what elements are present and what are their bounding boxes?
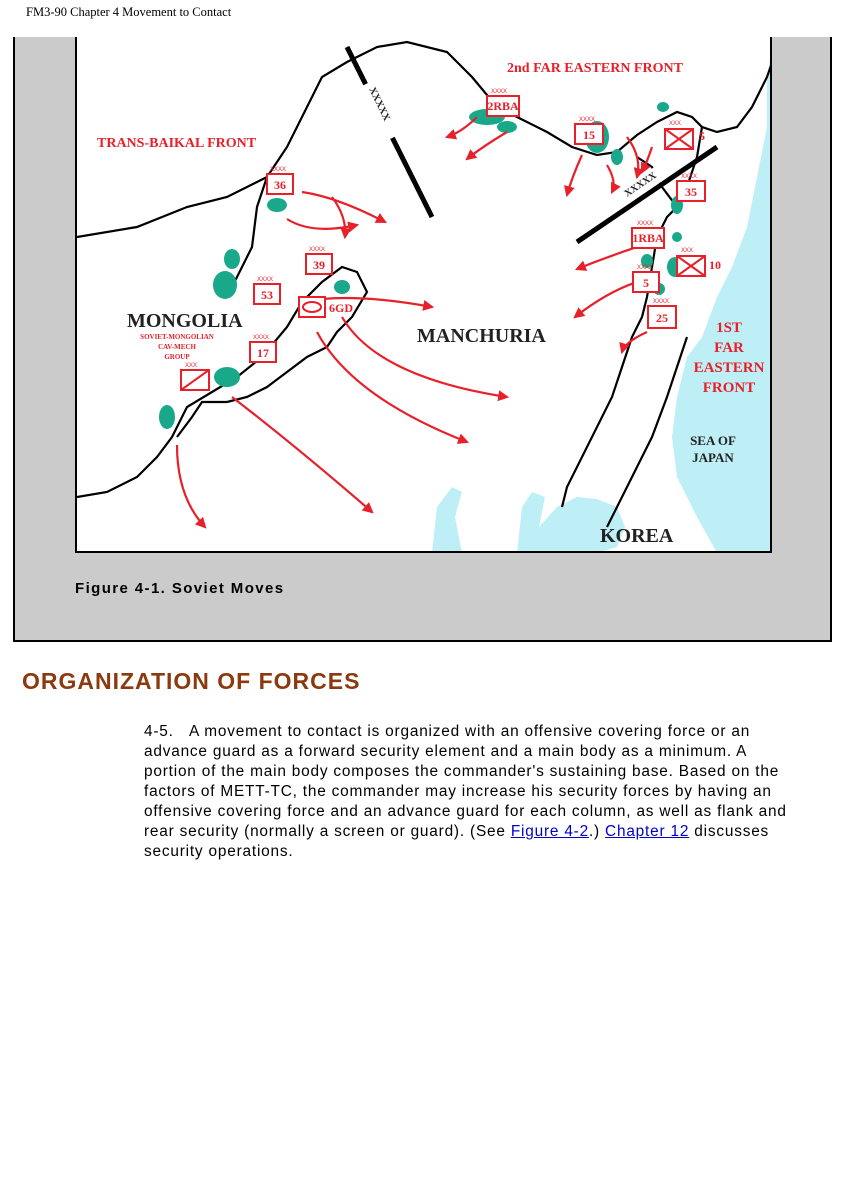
first-far-eastern-label-4: FRONT — [702, 380, 756, 396]
running-header: FM3-90 Chapter 4 Movement to Contact — [26, 5, 232, 19]
unit-5-army — [633, 265, 659, 292]
unit-label: 36 — [274, 178, 286, 192]
unit-label: 17 — [257, 346, 269, 360]
terrain-patches — [159, 102, 693, 429]
echelon-marker: XXXX — [309, 247, 326, 253]
figure-panel — [13, 37, 832, 642]
sea-label-1: SEA OF — [690, 433, 736, 448]
unit-10-corps — [677, 248, 721, 276]
echelon-marker: XXXX — [579, 117, 596, 123]
echelon-marker: XXXX — [491, 89, 508, 95]
echelon-marker: XXXX — [653, 299, 670, 305]
soviet-moves-map — [75, 37, 772, 553]
cav-mech-label-1: SOVIET-MONGOLIAN — [140, 333, 214, 341]
echelon-marker: XXX — [681, 248, 694, 254]
para-text-connector: .) — [588, 823, 606, 840]
echelon-marker: XXX — [669, 121, 682, 127]
border-lines — [77, 42, 772, 527]
front-boundaries — [347, 47, 717, 242]
unit-label: 39 — [313, 258, 325, 272]
unit-label: 5 — [643, 276, 649, 290]
cav-mech-label-3: GROUP — [164, 353, 190, 361]
unit-53 — [254, 277, 280, 304]
unit-35 — [677, 174, 705, 201]
unit-label: 10 — [709, 258, 721, 272]
unit-label: 2RBA — [487, 99, 519, 113]
para-number: 4-5. — [144, 723, 174, 740]
unit-17 — [250, 335, 276, 362]
para-text-end: discusses security operations. — [144, 823, 770, 860]
boundary-label-west: XXXXX — [366, 85, 393, 123]
unit-label: 25 — [656, 311, 668, 325]
unit-1rba — [632, 221, 664, 248]
unit-2rba — [487, 89, 519, 116]
second-far-eastern-label: 2nd FAR EASTERN FRONT — [507, 61, 683, 76]
para-text: A movement to contact is organized with an offensive covering force or an advance guard as a forward security element and a main body as a minimum. A portion of the main body composes the commander's sustaining base. Based on the factors of METT-TC, the commander may increase his security forces by having an offensive covering force and an advance guard for each column, as well as flank and rear security (normally a screen or guard). (See — [144, 723, 787, 840]
unit-label: 1RBA — [632, 231, 664, 245]
echelon-marker: XXXX — [637, 265, 654, 271]
figure-4-2-link[interactable]: Figure 4-2 — [510, 823, 589, 840]
sea-label-2: JAPAN — [692, 450, 734, 465]
chapter-12-link[interactable]: Chapter 12 — [605, 823, 690, 840]
unit-label: 53 — [261, 288, 273, 302]
trans-baikal-label: TRANS-BAIKAL FRONT — [97, 136, 257, 151]
boundary-label-east: XXXXX — [622, 170, 659, 200]
echelon-marker: XXX — [185, 363, 198, 369]
first-far-eastern-label-3: EASTERN — [693, 360, 765, 376]
unit-label: 5 — [699, 129, 705, 143]
mongolia-label: MONGOLIA — [127, 310, 243, 332]
unit-cav-mech — [181, 363, 209, 390]
echelon-marker: XXXX — [257, 277, 274, 283]
first-far-eastern-label-1: 1ST — [716, 320, 742, 336]
unit-label: 15 — [583, 128, 595, 142]
echelon-marker: XXXX — [270, 167, 287, 173]
unit-6gd — [299, 297, 353, 317]
unit-15 — [575, 117, 603, 144]
unit-label: 35 — [685, 185, 697, 199]
korea-label: KOREA — [600, 525, 674, 547]
section-heading: ORGANIZATION OF FORCES — [22, 668, 361, 694]
map-graphic — [77, 37, 772, 553]
unit-label: 6GD — [329, 301, 353, 315]
paragraph-4-5 — [144, 722, 804, 862]
echelon-marker: XXXX — [637, 221, 654, 227]
echelon-marker: XXXX — [253, 335, 270, 341]
manchuria-label: MANCHURIA — [417, 325, 546, 347]
echelon-marker: XXXX — [681, 174, 698, 180]
unit-36 — [267, 167, 293, 194]
unit-25 — [648, 299, 676, 328]
first-far-eastern-label-2: FAR — [714, 340, 744, 356]
cav-mech-label-2: CAV-MECH — [158, 343, 196, 351]
figure-caption: Figure 4-1. Soviet Moves — [75, 580, 285, 597]
unit-39 — [306, 247, 332, 274]
